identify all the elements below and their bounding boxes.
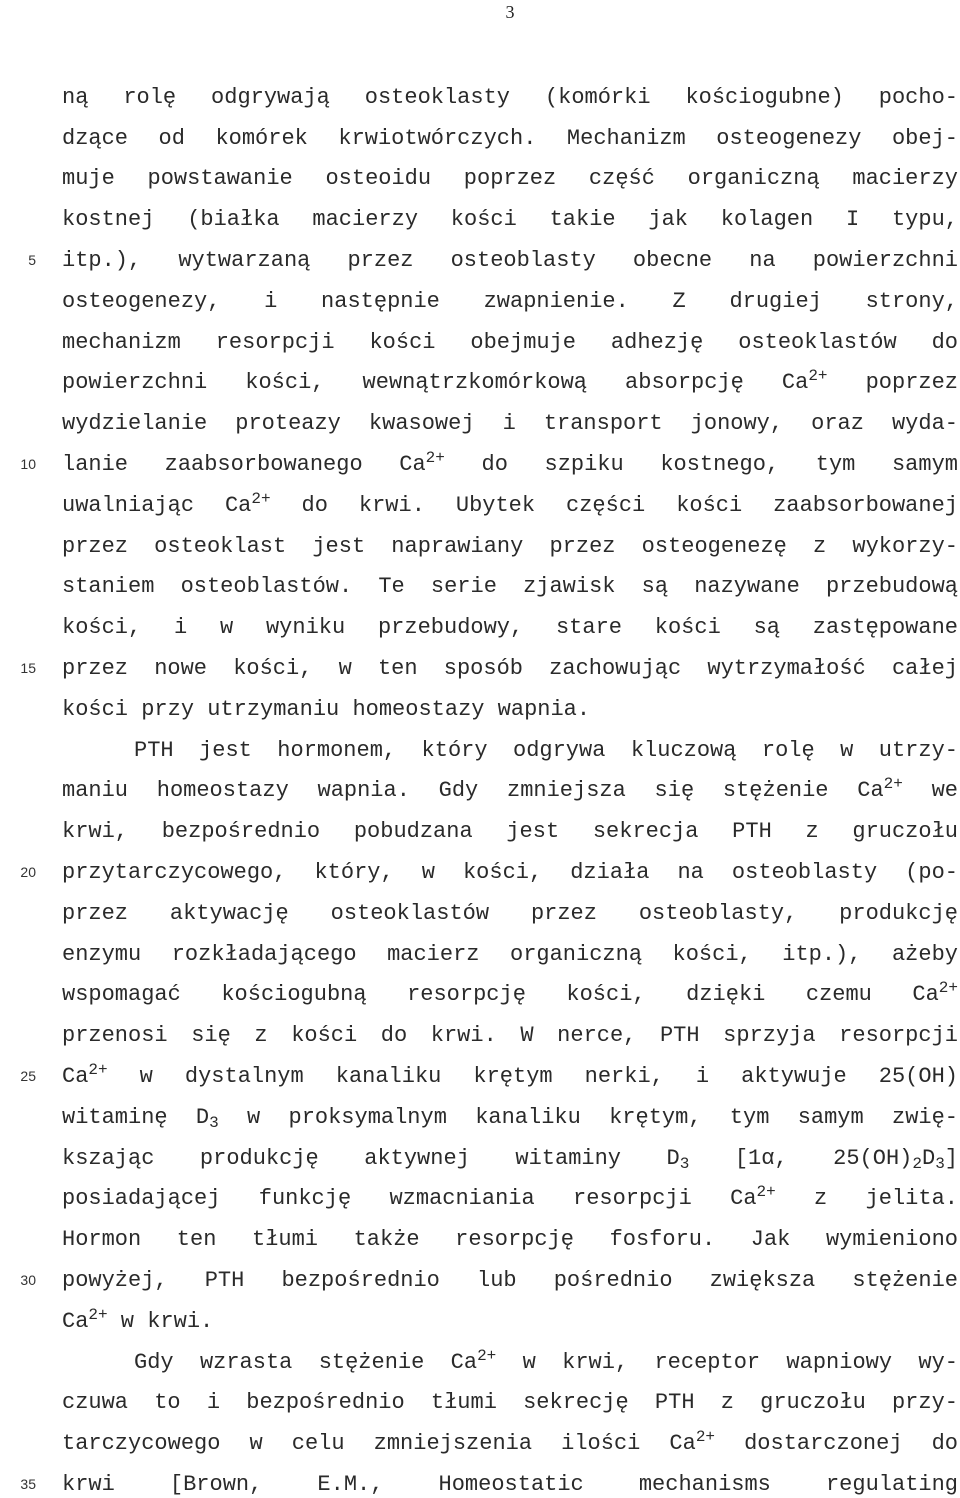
line-number-5: 5 [28,252,36,268]
text-line: kostnej (białka macierzy kości takie jak kolagen I typu, [62,207,958,232]
line-number-30: 30 [20,1272,36,1288]
text-line: kszając produkcję aktywnej witaminy $D_3$ [1α, $25(OH)_2D_3$] [62,1146,958,1173]
text-line: tarczycowego w celu zmniejszenia ilości $Ca^{2+}$ dostarczonej do [62,1428,958,1456]
text-line: powyżej, PTH bezpośrednio lub pośrednio zwiększa stężenie [62,1268,958,1293]
text-line: witaminę $D_3$ w proksymalnym kanaliku krętym, tym samym zwię- [62,1105,958,1132]
text-line: przez aktywację osteoklastów przez osteoblasty, produkcję [62,901,958,926]
text-line: czuwa to i bezpośrednio tłumi sekrecję PTH z gruczołu przy- [62,1390,958,1415]
text-line: przenosi się z kości do krwi. W nerce, PTH sprzyja resorpcji [62,1023,958,1048]
text-line: wydzielanie proteazy kwasowej i transport jonowy, oraz wyda- [62,411,958,436]
page-number: 3 [505,2,515,22]
line-number-25: 25 [20,1068,36,1084]
text-line: itp.), wytwarzaną przez osteoblasty obecne na powierzchni [62,248,958,273]
text-line: mechanizm resorpcji kości obejmuje adhezję osteoklastów do [62,330,958,355]
text-line: $Ca^{2+}$ w dystalnym kanaliku krętym nerki, i aktywuje 25(OH) [62,1061,958,1089]
text-line: PTH jest hormonem, który odgrywa kluczową rolę w utrzy- [134,738,958,763]
text-line: dzące od komórek krwiotwórczych. Mechanizm osteogenezy obej- [62,126,958,151]
text-line: ną rolę odgrywają osteoklasty (komórki kościogubne) pocho- [62,85,958,110]
text-line: przez osteoklast jest naprawiany przez osteogenezę z wykorzy- [62,534,958,559]
text-line: kości, i w wyniku przebudowy, stare kości są zastępowane [62,615,958,640]
line-number-20: 20 [20,864,36,880]
text-line: maniu homeostazy wapnia. Gdy zmniejsza się stężenie $Ca^{2+}$ we [62,775,958,803]
line-number-15: 15 [20,660,36,676]
line-number-10: 10 [20,456,36,472]
text-line: przez nowe kości, w ten sposób zachowując wytrzymałość całej [62,656,958,681]
line-number-35: 35 [20,1476,36,1492]
text-line: enzymu rozkładającego macierz organiczną kości, itp.), ażeby [62,942,958,967]
text-line: muje powstawanie osteoidu poprzez część organiczną macierzy [62,166,958,191]
text-line: lanie zaabsorbowanego $Ca^{2+}$ do szpiku kostnego, tym samym [62,449,958,477]
text-line: osteogenezy, i następnie zwapnienie. Z drugiej strony, [62,289,958,314]
text-line: przytarczycowego, który, w kości, działa na osteoblasty (po- [62,860,958,885]
text-line: Gdy wzrasta stężenie $Ca^{2+}$ w krwi, receptor wapniowy wy- [134,1347,958,1375]
text-line: Hormon ten tłumi także resorpcję fosforu. Jak wymieniono [62,1227,958,1252]
text-line: $Ca^{2+}$ w krwi. [62,1306,214,1334]
text-line: wspomagać kościogubną resorpcję kości, dzięki czemu $Ca^{2+}$ [62,979,958,1007]
text-line: staniem osteoblastów. Te serie zjawisk są nazywane przebudową [62,574,958,599]
text-line: powierzchni kości, wewnątrzkomórkową absorpcję $Ca^{2+}$ poprzez [62,367,959,395]
text-line: posiadającej funkcję wzmacniania resorpcji $Ca^{2+}$ z jelita. [62,1183,958,1211]
text-line: krwi [Brown, E.M., Homeostatic mechanisms regulating [62,1472,958,1497]
text-line: kości przy utrzymaniu homeostazy wapnia. [62,697,591,722]
text-line: uwalniając $Ca^{2+}$ do krwi. Ubytek części kości zaabsorbowanej [62,490,958,518]
text-line: krwi, bezpośrednio pobudzana jest sekrecja PTH z gruczołu [62,819,958,844]
